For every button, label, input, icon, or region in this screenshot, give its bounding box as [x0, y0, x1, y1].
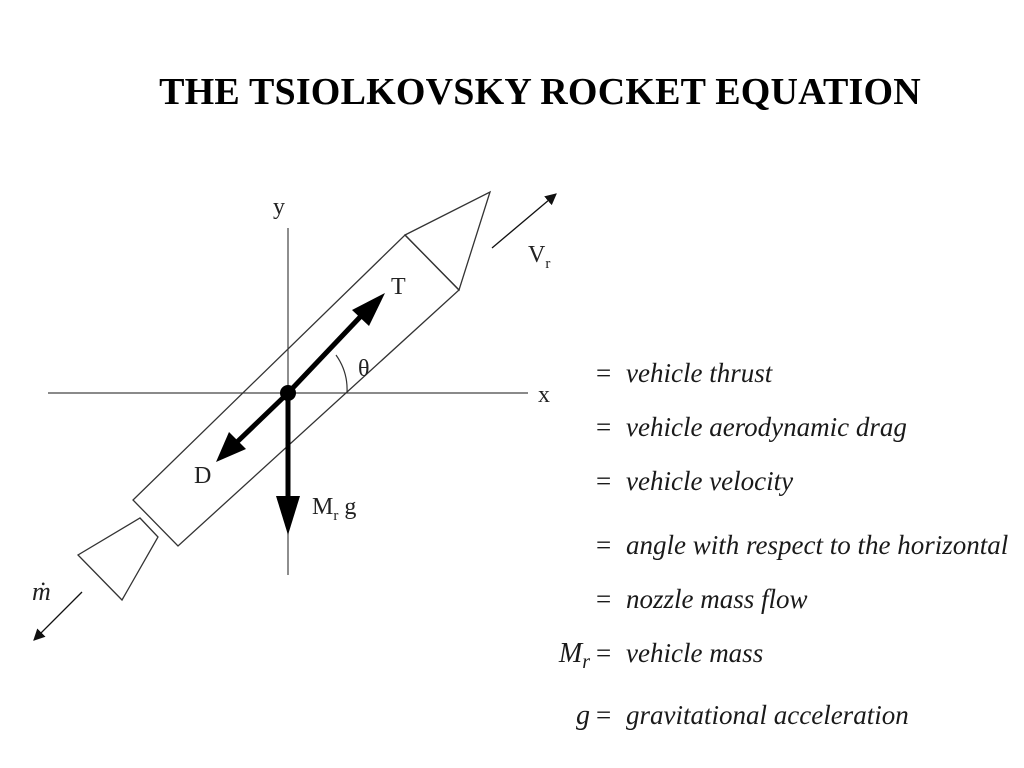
legend-equals: =: [596, 700, 612, 730]
velocity-label-sub: r: [545, 256, 551, 272]
weight-arrow-head: [276, 496, 300, 535]
velocity-label: [528, 242, 550, 272]
y-axis-label: y: [273, 194, 285, 220]
velocity-arrow: [492, 194, 556, 248]
legend-equals: =: [596, 358, 612, 388]
thrust-arrow-shaft: [288, 315, 362, 393]
legend-symbol: $M_r$: [558, 638, 590, 673]
velocity-label-main: V: [528, 242, 546, 268]
legend-text: nozzle mass flow: [626, 584, 808, 614]
legend-text: vehicle aerodynamic drag: [626, 412, 907, 442]
legend-text: vehicle velocity: [626, 466, 794, 496]
legend-equals: =: [596, 412, 612, 442]
legend-equals: =: [596, 638, 612, 668]
drag-label: D: [194, 463, 212, 489]
thrust-label: T: [391, 274, 406, 300]
weight-label: [312, 494, 356, 524]
drag-arrow-shaft: [236, 393, 288, 443]
rocket-nose-cone: [405, 192, 490, 290]
legend-equals: =: [596, 530, 612, 560]
weight-label-main: M: [312, 494, 334, 520]
legend-equals: =: [596, 466, 612, 496]
angle-label: θ: [358, 356, 370, 382]
legend-text: gravitational acceleration: [626, 700, 909, 730]
legend-symbol: g: [576, 700, 590, 731]
legend-text: vehicle thrust: [626, 358, 773, 388]
weight-label-sub: r: [333, 508, 339, 524]
x-axis-label: x: [538, 382, 550, 408]
legend-text: angle with respect to the horizontal: [626, 530, 1009, 560]
legend-equals: =: [596, 584, 612, 614]
slide-title: THE TSIOLKOVSKY ROCKET EQUATION: [159, 71, 921, 113]
angle-arc: [336, 355, 347, 393]
weight-label-g: g: [344, 494, 357, 520]
mass-flow-label: ṁ: [32, 577, 51, 606]
legend-text: vehicle mass: [626, 638, 764, 668]
center-of-mass-dot: [280, 385, 296, 401]
rocket-nozzle: [78, 518, 158, 600]
